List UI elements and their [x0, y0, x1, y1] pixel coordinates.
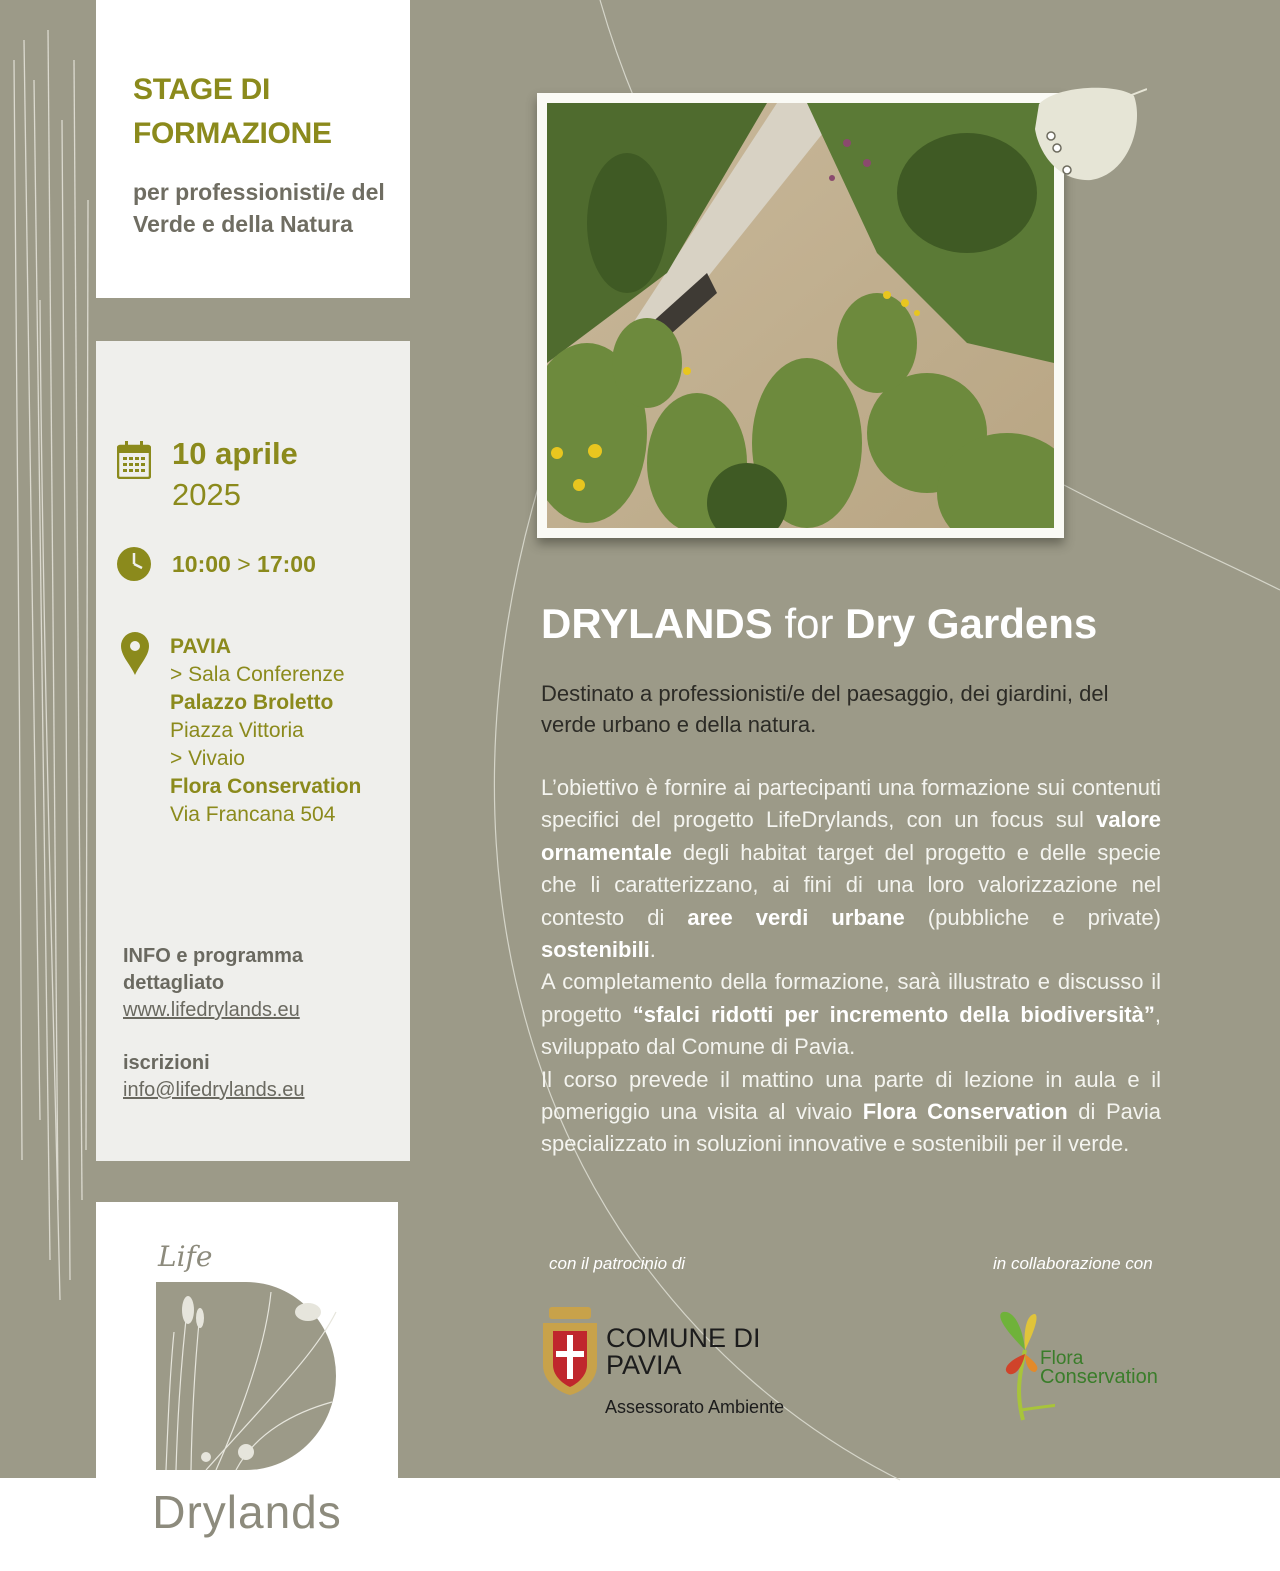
- time-end: 17:00: [257, 551, 316, 577]
- event-date: 10 aprile: [172, 436, 298, 471]
- registration-label: iscrizioni: [123, 1052, 210, 1074]
- venue1-address: Piazza Vittoria: [170, 719, 304, 742]
- logo-life-text: Life: [158, 1240, 213, 1273]
- headline: [541, 600, 1097, 648]
- time-start: 10:00: [172, 551, 231, 577]
- target-audience-text: Destinato a professionisti/e del paesaggio, dei giardini, del verde urbano e della natura.: [541, 681, 1109, 737]
- venue-city: PAVIA: [170, 635, 232, 658]
- pavia-crest-icon: [539, 1305, 601, 1397]
- calendar-icon: [117, 441, 151, 479]
- flora-conservation-name: Flora Conservation: [1040, 1348, 1158, 1388]
- clock-icon: [116, 546, 152, 582]
- website-link[interactable]: www.lifedrylands.eu: [123, 999, 300, 1021]
- headline-dry-gardens: Dry Gardens: [845, 600, 1098, 647]
- drylands-logo-graphic: [96, 1202, 398, 1478]
- comune-pavia-department: Assessorato Ambiente: [605, 1397, 785, 1417]
- location-pin-icon: [120, 632, 150, 676]
- collaboration-label: in collaborazione con: [993, 1254, 1153, 1273]
- venue2-address: Via Francana 504: [170, 803, 336, 826]
- paragraph-project: A completamento della formazione, sarà illustrato e discusso il progetto “sfalci ridotti per incremento della biodiversità”, sviluppato dal Comune di Pavia.: [541, 969, 1161, 1060]
- comune-pavia-name: COMUNE DI PAVIA: [606, 1323, 761, 1380]
- title-box: [96, 0, 410, 298]
- venue1-name: Palazzo Broletto: [170, 691, 334, 714]
- contact-info: [123, 943, 393, 1104]
- event-year: 2025: [172, 477, 241, 512]
- logo-drylands-wordmark: Drylands: [152, 1486, 342, 1538]
- venue2-name: Flora Conservation: [170, 775, 362, 798]
- time-separator: >: [237, 551, 251, 577]
- headline-drylands: DRYLANDS: [541, 600, 773, 647]
- patronage-label: con il patrocinio di: [549, 1254, 686, 1273]
- email-link[interactable]: info@lifedrylands.eu: [123, 1079, 305, 1101]
- drop-ornament-icon: [1029, 84, 1147, 184]
- venue-details: [170, 633, 405, 829]
- headline-for: for: [784, 600, 834, 647]
- audience-subtitle: per professionisti/e del Verde e della Natura: [133, 179, 385, 237]
- life-drylands-logo: [96, 1202, 398, 1478]
- venue1-prefix: > Sala Conferenze: [170, 663, 345, 686]
- event-time: [172, 551, 316, 578]
- garden-photo: [537, 93, 1064, 538]
- event-info-panel: [96, 341, 410, 1161]
- paragraph-program: Il corso prevede il mattino una parte di lezione in aula e il pomeriggio una visita al vivaio Flora Conservation di Pavia specializzato in soluzioni innovative e sostenibili per il verde.: [541, 1066, 1161, 1157]
- garden-photo-image: [547, 103, 1054, 528]
- venue2-prefix: > Vivaio: [170, 747, 245, 770]
- course-type-title: STAGE DI FORMAZIONE: [133, 73, 332, 150]
- description-body: [541, 772, 1161, 1161]
- paragraph-objective: L’obiettivo è fornire ai partecipanti una formazione sui contenuti specifici del progetto LifeDrylands, con un focus sul valore ornamentale degli habitat target del progetto e delle specie che li caratterizzano, ai fini di una loro valorizzazione nel contesto di aree verdi urbane (pubbliche e private) sostenibili.: [541, 775, 1161, 963]
- info-label: INFO e programma dettagliato: [123, 945, 304, 994]
